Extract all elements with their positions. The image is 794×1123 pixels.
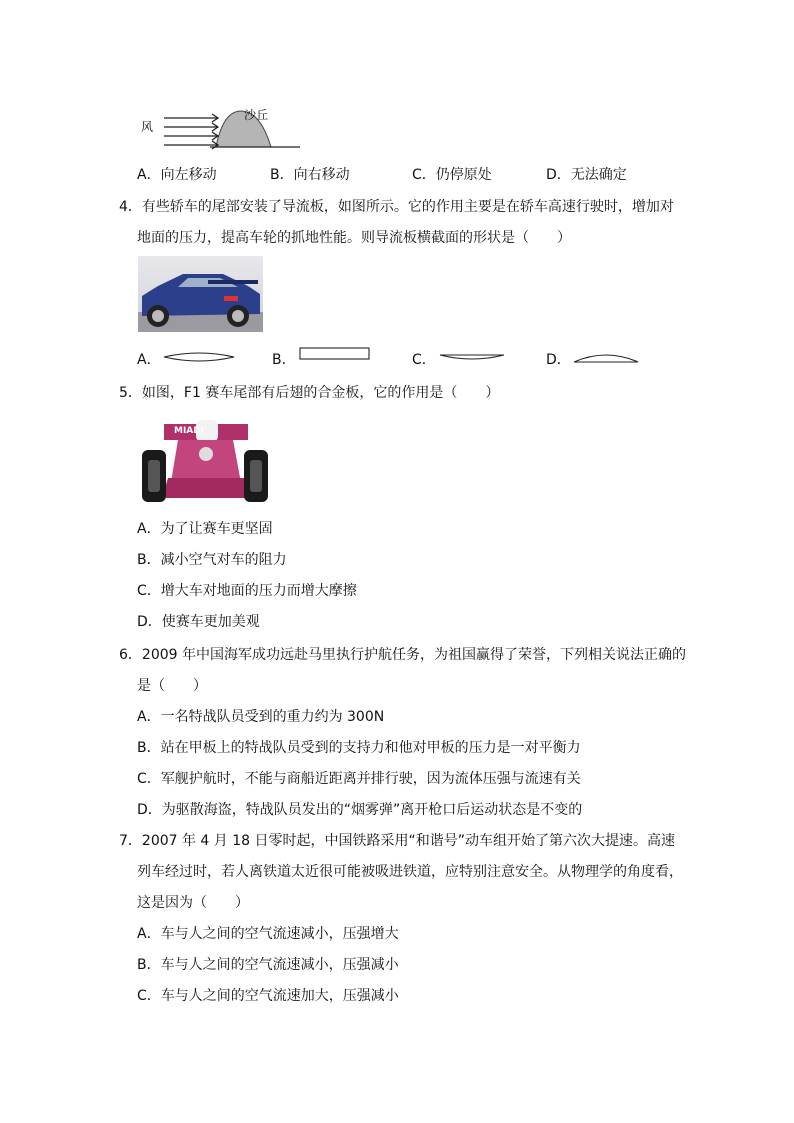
q3-option-a: A．向左移动 (137, 167, 217, 183)
q4-stem-line-1: 4．有些轿车的尾部安装了导流板，如图所示。它的作用主要是在轿车高速行驶时，增加对 (119, 199, 674, 215)
q6-option-a: A．一名特战队员受到的重力约为 300N (137, 709, 385, 725)
f1-car-text: MIADI (174, 426, 205, 436)
wind-arrows (164, 114, 218, 149)
q7-stem-line-3: 这是因为（ ） (137, 895, 249, 911)
q4-shape-c (438, 350, 508, 366)
q7-option-a: A．车与人之间的空气流速减小，压强增大 (137, 926, 399, 942)
q5-option-b: B．减小空气对车的阻力 (137, 552, 287, 568)
q7-stem-line-2: 列车经过时，若人离铁道太近很可能被吸进铁道，应特别注意安全。从物理学的角度看， (137, 864, 683, 880)
f1-car-photo (138, 410, 272, 510)
q4-option-a-letter: A． (137, 352, 161, 368)
q4-option-c-letter: C． (412, 352, 436, 368)
q4-option-d-letter: D． (546, 352, 571, 368)
q4-shape-b (298, 346, 372, 362)
spoiler-shape (208, 280, 258, 284)
q6-option-b: B．站在甲板上的特战队员受到的支持力和他对甲板的压力是一对平衡力 (137, 740, 581, 756)
q5-option-c: C．增大车对地面的压力而增大摩擦 (137, 583, 357, 599)
wind-label: 风 (141, 120, 154, 134)
sedan-spoiler-photo (138, 256, 263, 332)
q3-option-c: C．仍停原处 (412, 167, 492, 183)
q6-option-c: C．军舰护航时，不能与商船近距离并排行驶，因为流体压强与流速有关 (137, 771, 581, 787)
dune-label: 沙丘 (244, 108, 269, 122)
q4-option-b-letter: B． (272, 352, 296, 368)
q7-option-c: C．车与人之间的空气流速加大，压强减小 (137, 988, 399, 1004)
wind-dune-diagram (138, 103, 308, 153)
q4-shape-d (572, 350, 642, 366)
q5-option-d: D．使赛车更加美观 (137, 614, 260, 630)
q3-option-d: D．无法确定 (546, 167, 627, 183)
q5-option-a: A．为了让赛车更坚固 (137, 521, 273, 537)
q6-stem-line-2: 是（ ） (137, 678, 207, 694)
sedan-image (138, 256, 263, 332)
q6-stem-line-1: 6．2009 年中国海军成功远赴马里执行护航任务，为祖国赢得了荣誉，下列相关说法正确的 (119, 647, 686, 663)
q3-option-b: B．向右移动 (270, 167, 350, 183)
wind-dune-figure (138, 103, 308, 153)
q5-stem: 5．如图，F1 赛车尾部有后翅的合金板，它的作用是（ ） (119, 385, 500, 401)
f1-car-image (138, 410, 272, 510)
q4-shape-a (162, 350, 236, 366)
q4-stem-line-2: 地面的压力，提高车轮的抓地性能。则导流板横截面的形状是（ ） (137, 230, 571, 246)
q7-option-b: B．车与人之间的空气流速减小，压强减小 (137, 957, 399, 973)
q7-stem-line-1: 7．2007 年 4 月 18 日零时起，中国铁路采用“和谐号”动车组开始了第六次大提速。高速 (119, 833, 676, 849)
q6-option-d: D．为驱散海盗，特战队员发出的“烟雾弹”离开枪口后运动状态是不变的 (137, 802, 583, 818)
